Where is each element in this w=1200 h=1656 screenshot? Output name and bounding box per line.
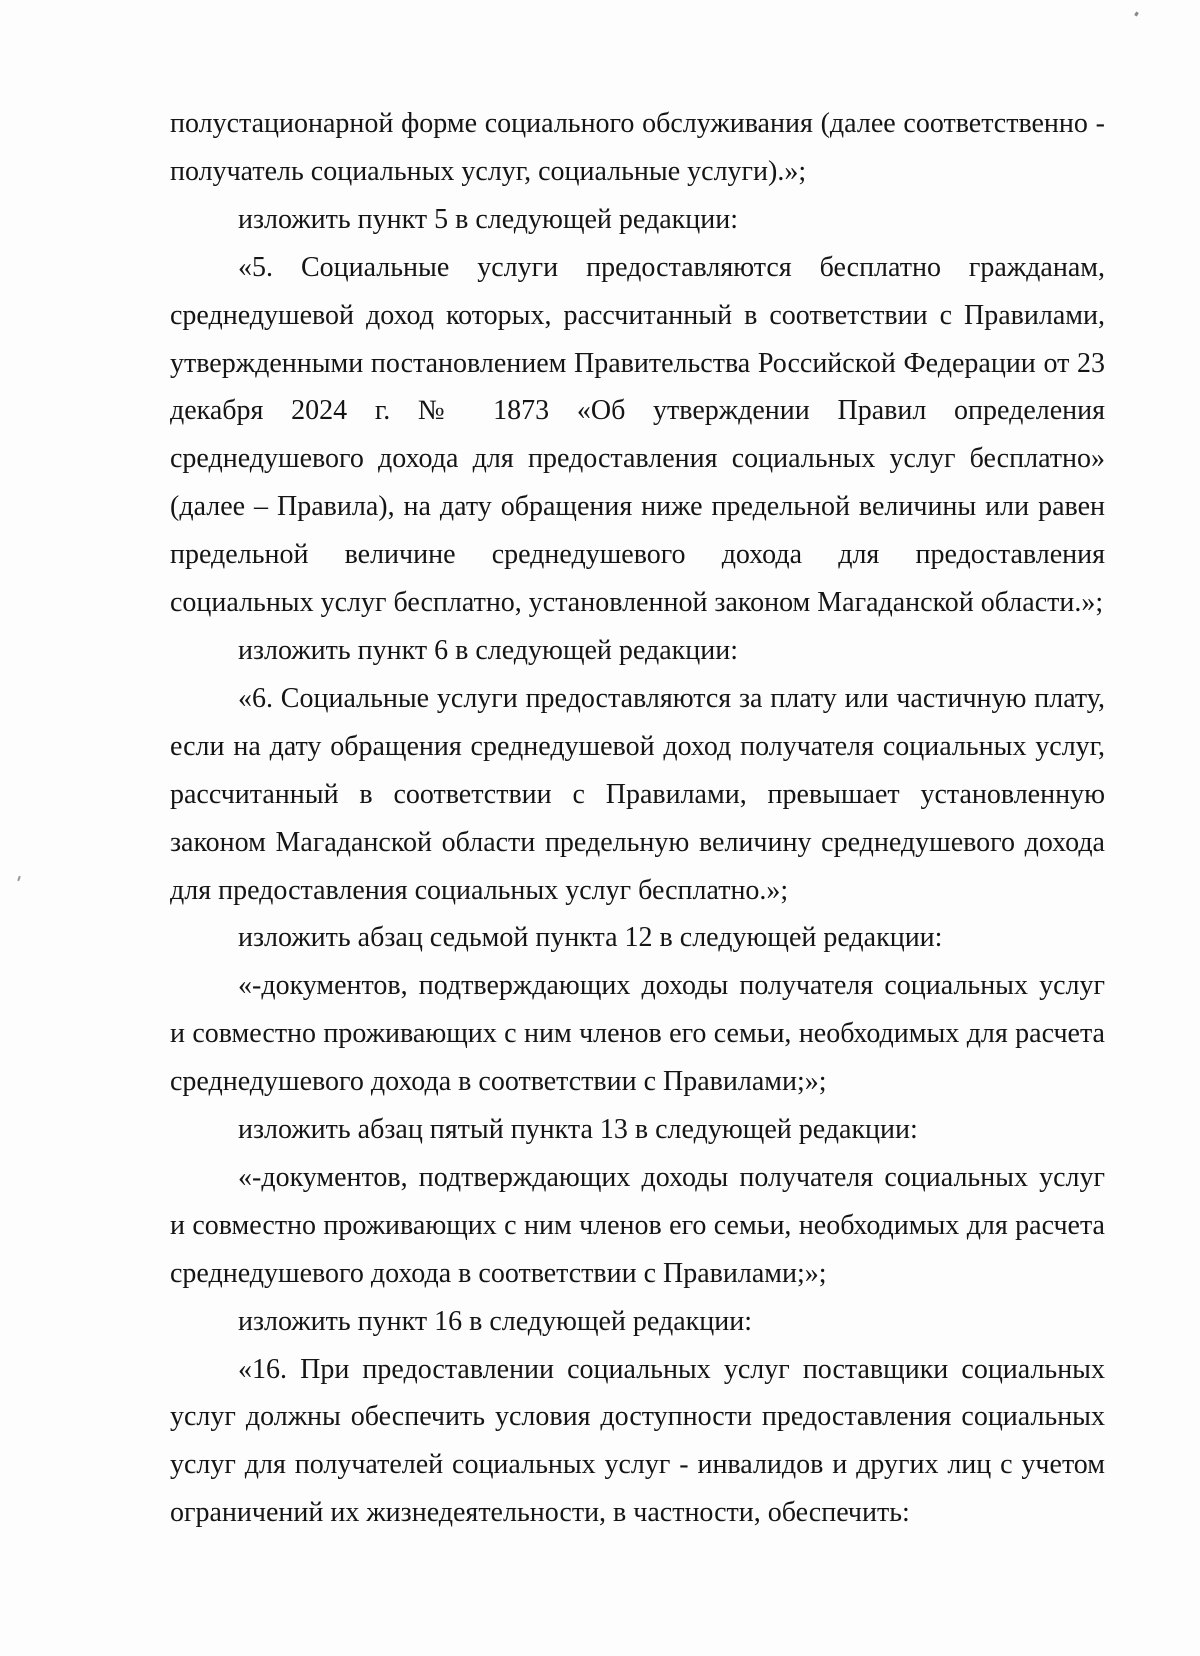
- document-body: [170, 100, 1105, 1537]
- amendment-instruction: изложить абзац седьмой пункта 12 в следующей редакции:: [238, 922, 943, 954]
- scan-speck: [17, 876, 21, 881]
- clause-13-text: «-документов, подтверждающих доходы получателя социальных услуг и совместно проживающих с ним членов его семьи, необходимых для расчета среднедушевого дохода в соответствии с Правилами;»;: [170, 1161, 1105, 1289]
- clause-6-text: «6. Социальные услуги предоставляются за плату или частичную плату, если на дату обращения среднедушевой доход получателя социальных услуг, рассчитанный в соответствии с Правилами, превышает установленную законом Магаданской области предельную величину среднедушевого дохода для предоставления социальных услуг бесплатно.»;: [170, 682, 1105, 906]
- amendment-instruction: изложить пункт 6 в следующей редакции:: [238, 634, 738, 666]
- amendment-instruction: изложить пункт 5 в следующей редакции:: [238, 203, 738, 235]
- amendment-instruction: изложить пункт 16 в следующей редакции:: [238, 1305, 752, 1337]
- clause-12-text: «-документов, подтверждающих доходы получателя социальных услуг и совместно проживающих с ним членов его семьи, необходимых для расчета среднедушевого дохода в соответствии с Правилами;»;: [170, 970, 1105, 1098]
- scan-speck: [1134, 12, 1139, 17]
- clause-5-text: «5. Социальные услуги предоставляются бесплатно гражданам, среднедушевой доход которых, рассчитанный в соответствии с Правилами, утвержденными постановлением Правительства Российской Федерации от 23 декабря 2024 г. № 1873 «Об утверждении Правил определения среднедушевого дохода для предоставления социальных услуг бесплатно» (далее – Правила), на дату обращения ниже предельной величины или равен предельной величине среднедушевого дохода для предоставления социальных услуг бесплатно, установленной законом Магаданской области.»;: [170, 251, 1105, 619]
- clause-16-text: «16. При предоставлении социальных услуг поставщики социальных услуг должны обеспечить условия доступности предоставления социальных услуг для получателей социальных услуг - инвалидов и других лиц с учетом ограничений их жизнедеятельности, в частности, обеспечить:: [170, 1353, 1105, 1529]
- paragraph-continuation: полустационарной форме социального обслуживания (далее соответственно - получатель социальных услуг, социальные услуги).»;: [170, 108, 1105, 187]
- amendment-instruction: изложить абзац пятый пункта 13 в следующей редакции:: [238, 1114, 918, 1146]
